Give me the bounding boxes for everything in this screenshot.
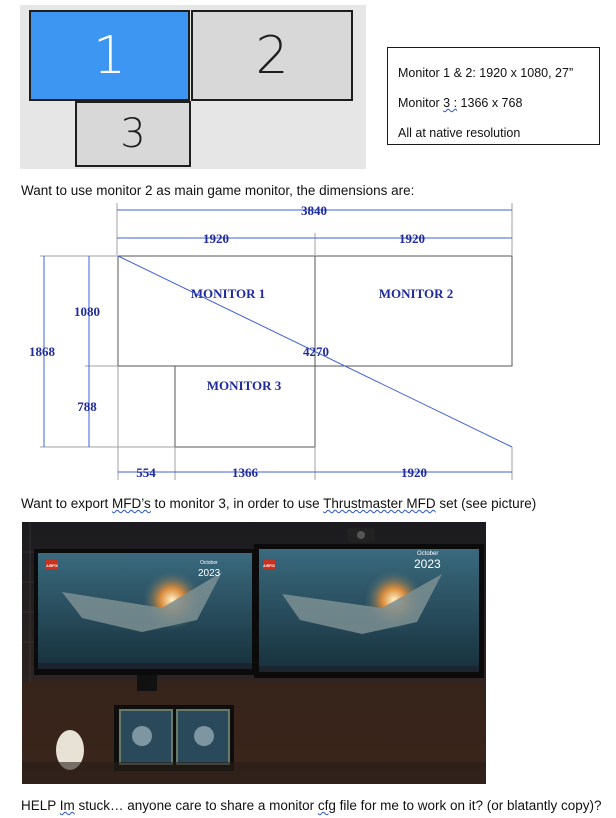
label-788: 788 bbox=[77, 399, 97, 414]
mfd-left-jet bbox=[132, 726, 152, 746]
para-2-brand: Thrustmaster MFD bbox=[323, 496, 436, 511]
info-line-2-colon: : bbox=[450, 96, 458, 110]
paragraph-export-mfd bbox=[21, 496, 536, 511]
paragraph-main-monitor: Want to use monitor 2 as main game monitor, the dimensions are: bbox=[21, 183, 415, 198]
monitor-info-box bbox=[387, 47, 600, 145]
info-line-3: All at native resolution bbox=[398, 126, 521, 140]
right-airfix-logo-text: AIRFIX bbox=[263, 564, 275, 568]
left-calendar-year: 2023 bbox=[198, 568, 221, 579]
para-3-cfg: cfg bbox=[317, 798, 336, 813]
para-3-suffix: file for me to work on it? (or blatantly copy)? bbox=[335, 798, 602, 813]
left-airfix-logo-text: AIRFIX bbox=[46, 564, 58, 568]
right-calendar-year: 2023 bbox=[414, 557, 441, 571]
monitor-2-tile[interactable] bbox=[191, 10, 353, 101]
label-1868: 1868 bbox=[29, 344, 55, 359]
monitor-2-number: 2 bbox=[255, 25, 289, 86]
label-monitor-3: MONITOR 3 bbox=[206, 378, 282, 393]
para-3-middle: stuck… anyone care to share a monitor bbox=[74, 798, 318, 813]
left-taskbar bbox=[38, 663, 252, 669]
info-line-2-value: 1366 x 768 bbox=[457, 96, 523, 110]
label-3840: 3840 bbox=[301, 203, 327, 218]
label-monitor-2: MONITOR 2 bbox=[378, 286, 454, 301]
info-line-2-number: 3 bbox=[443, 96, 451, 110]
para-3-prefix: HELP bbox=[21, 798, 60, 813]
monitor-3-tile[interactable] bbox=[75, 101, 191, 167]
label-554: 554 bbox=[136, 465, 156, 480]
para-2-mfds: MFD’s bbox=[112, 496, 151, 511]
label-4270: 4270 bbox=[303, 344, 329, 359]
desk-surface bbox=[22, 762, 486, 784]
label-1920-bottom: 1920 bbox=[401, 465, 427, 480]
para-2-prefix: Want to export bbox=[21, 496, 113, 511]
setup-photo bbox=[22, 522, 486, 784]
display-arrangement-panel bbox=[20, 5, 366, 169]
monitor-1-number: 1 bbox=[92, 25, 127, 86]
right-calendar-month: October bbox=[417, 551, 439, 557]
para-2-middle: to monitor 3, in order to use bbox=[150, 496, 324, 511]
label-1920-left: 1920 bbox=[203, 231, 229, 246]
monitor-1-tile[interactable] bbox=[29, 10, 190, 101]
label-1080: 1080 bbox=[74, 304, 100, 319]
info-line-2-prefix: Monitor bbox=[398, 96, 444, 110]
label-1920-right: 1920 bbox=[399, 231, 425, 246]
left-monitor-stand bbox=[137, 675, 157, 691]
webcam-lens bbox=[357, 531, 365, 539]
para-2-suffix: set (see picture) bbox=[435, 496, 537, 511]
mfd-right-jet bbox=[194, 726, 214, 746]
info-line-1: Monitor 1 & 2: 1920 x 1080, 27” bbox=[398, 66, 574, 80]
monitor-1-rect bbox=[118, 256, 315, 366]
monitor-3-number: 3 bbox=[120, 111, 146, 157]
label-1366: 1366 bbox=[232, 465, 258, 480]
label-monitor-1: MONITOR 1 bbox=[190, 286, 266, 301]
left-calendar-month: October bbox=[200, 560, 218, 566]
info-line-2 bbox=[398, 88, 599, 118]
paragraph-help bbox=[21, 798, 602, 813]
para-3-im: Im bbox=[59, 798, 75, 813]
right-taskbar bbox=[259, 666, 479, 672]
dimension-diagram bbox=[0, 195, 616, 485]
monitor-2-rect bbox=[315, 256, 512, 366]
